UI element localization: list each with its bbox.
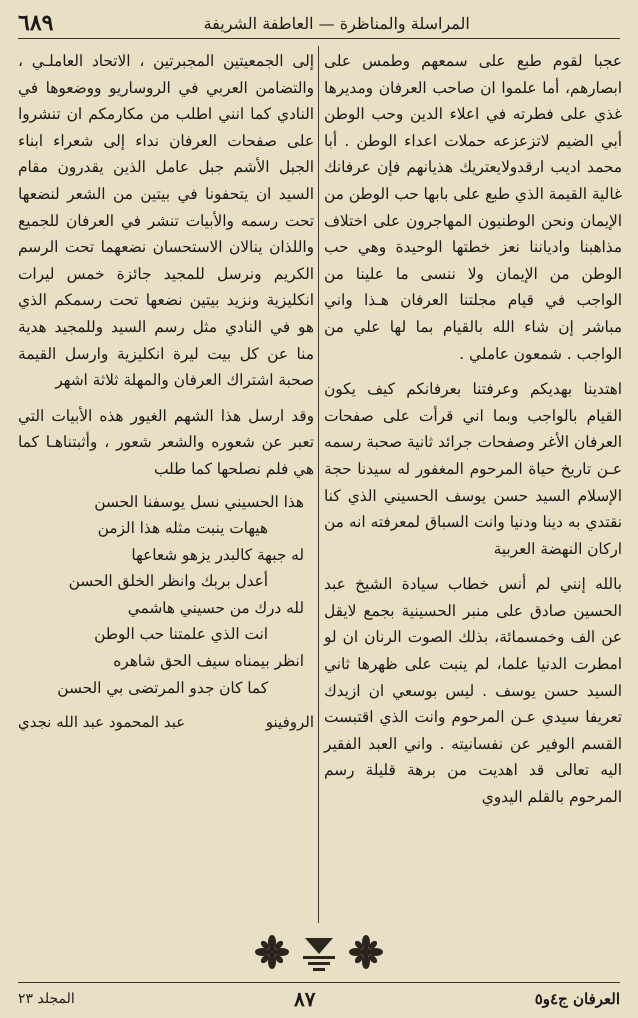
footer-volume: المجلد ٢٣: [18, 990, 75, 1007]
decorative-ornament-icon: [248, 932, 390, 972]
footer-journal: العرفان ج٤و٥: [534, 989, 620, 1008]
poem-verse: هذا الحسيني نسل يوسفنا الحسن: [94, 492, 304, 511]
poem-verse: لله درك من حسيني هاشمي: [127, 598, 304, 617]
poem-verse: انظر بيمناه سيف الحق شاهره: [113, 652, 304, 671]
poem-verse: أعدل بربك وانظر الخلق الحسن: [68, 572, 268, 591]
poem-verse: انت الذي علمتنا حب الوطن: [94, 625, 268, 644]
signature-name: عبد المحمود عبد الله نجدي: [18, 713, 186, 732]
paragraph: بالله إنني لم أنس خطاب سيادة الشيخ عبد الحسين صادق على منبر الحسينية بجمع لايقل عن الف وخمسمائة، بذلك الصوت الرنان ان لو امطرت الدنيا علما، لم ينبت على ظهرها ثاني السيد حسن يوسف . ليس بوسعي ان ازيدك تعريفا سيدي عـن المرحوم وانت الذي اقتبست القسم الوفير عن نفسانيته . واني العبد الفقير اليه تعالى قد اهديت من برهة قليلة رسم المرحوم بالقلم اليدوي: [324, 575, 622, 807]
right-column: [324, 48, 622, 811]
footer-page-number: ٨٧: [294, 986, 316, 1011]
signature-row: [18, 709, 314, 736]
paragraph: وقد ارسل هذا الشهم الغيور هذه الأبيات التي تعبر عن شعوره والشعر شعور ، وأثبتناهـا كما هي فلم نصلحها كما طلب: [18, 406, 314, 478]
paragraph-signature: شمعون عاملي .: [459, 344, 562, 363]
signature-place: الروفينو: [265, 713, 314, 732]
poem: [18, 489, 314, 702]
paragraph: اهتدينا بهديكم وعرفتنا بعرفانكم كيف يكون القيام بالواجب وبما اني قرأت على صفحات العرفان الأغر وصفحات جرائد ثانية صحبة رسمه عـن تاريخ حياة المرحوم المغفور له سيدنا حجة الإسلام السيد حسن يوسف الحسيني الذي كنا نقتدي به دينا ودنيا وانت السباق لمعرفته انه من اركان النهضة العربية: [324, 380, 622, 558]
paragraph-text: عجبا لقوم طبع على سمعهم وطمس على ابصارهم، أما علموا ان صاحب العرفان ومديرها غذي على فطرته في اعلاء الدين وحب الوطن أبي الضيم لاتزعزعه حملات اعداء الوطن . أبا محمد اديب ارقدولايعتريك هذيانهم فإن عرفانك غالية القيمة الذي طبع على بابها حب الوطن من الإيمان ونحن الوطنيون المهاجرون على اختلاف مذاهبنا وادياننا نعز خطتها الوحيدة وهي حب الوطن من الإيمان ولا ننسى ما علينا من الواجب في قيام مجلتنا العرفان هـذا واني مباشر إن شاء الله بالقيام بما لها علي من الواجب .: [324, 52, 622, 363]
paragraph: إلى الجمعيتين المجبرتين ، الاتحاد العاملـي ، والتضامن العربي في الروساريو ووضعوها في النادي كما انني اطلب من مكارمكم ان تنشروا على صفحات العرفان نداء إلى شعراء ابناء الجبل الأشم جبل عامل الذين يقدرون مقام السيد ان يتحفونا في بيتين من الشعر لنضعها تحت رسمه والأبيات تنشر في العرفان للجميع واللذان ينالان الاستحسان نضعهما تحت الرسم الكريم ونرسل للمجيد جائزة خمس ليرات انكليزية ونزيد بيتين نضعها تحت رسمكم الذي هو في النادي مثل رسم السيد وللمجيد هدية منا عن كل بيت ليرة انكليزية وارسل القيمة صحبة اشتراك العرفان والمهلة ثلاثة اشهر: [18, 52, 314, 390]
page-header: [18, 8, 620, 39]
poem-verse: هيهات ينبت مثله هذا الزمن: [97, 519, 268, 538]
left-column: [18, 48, 314, 736]
page-footer: [18, 982, 620, 1012]
poem-verse: له جبهة كالبدر يزهو شعاعها: [131, 545, 304, 564]
header-title: المراسلة والمناظرة — العاطفة الشريفة: [203, 13, 470, 33]
poem-verse: كما كان جدو المرتضى بي الحسن: [57, 678, 268, 697]
paragraph: [324, 48, 622, 367]
header-page-number: ٦٨٩: [18, 10, 54, 36]
column-divider: [318, 46, 319, 923]
